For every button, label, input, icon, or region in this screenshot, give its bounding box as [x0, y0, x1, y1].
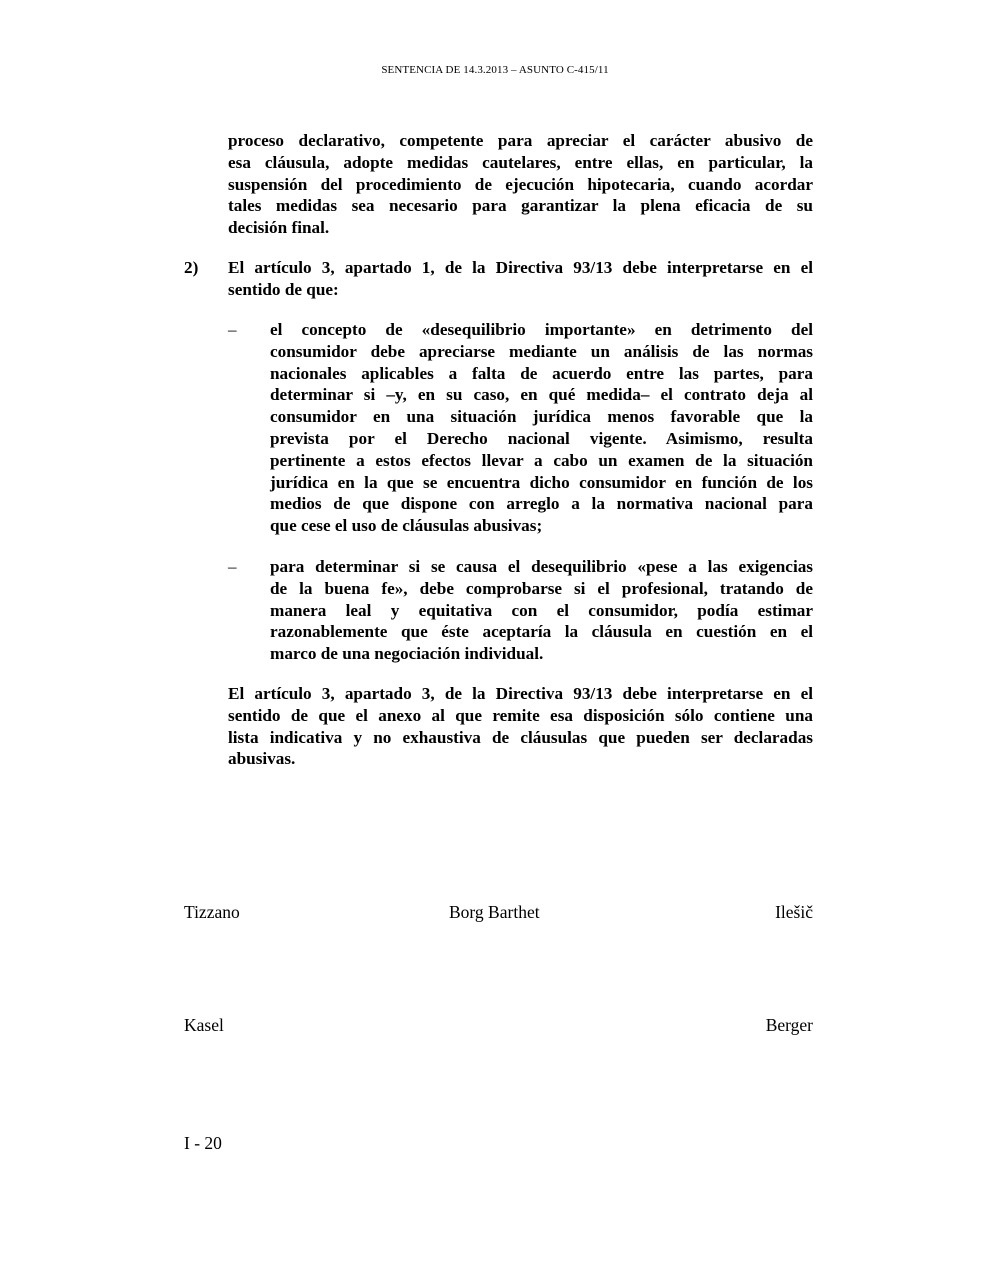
signature-ilesic: Ilešič: [775, 902, 813, 922]
text-line: prevista por el Derecho nacional vigente. Asimismo, resulta: [270, 428, 813, 448]
text-line: sentido de que:: [228, 279, 339, 299]
text-line: El artículo 3, apartado 1, de la Directiva 93/13 debe interpretarse en el: [228, 258, 813, 277]
text-line: medios de que dispone con arreglo a la normativa nacional para: [270, 494, 813, 514]
text-line: El artículo 3, apartado 3, de la Directiva 93/13 debe interpretarse en el: [228, 684, 813, 703]
text-line: para determinar si se causa el desequilibrio «pese a las exigencias: [270, 557, 813, 576]
paragraph-continuation: [228, 130, 813, 239]
text-line: abusivas.: [228, 749, 296, 769]
item-number: 2): [184, 258, 199, 277]
text-line: nacionales aplicables a falta de acuerdo entre las partes, para: [270, 363, 813, 383]
text-line: consumidor debe apreciarse mediante un análisis de las normas: [270, 341, 813, 361]
text-line: determinar si –y, en su caso, en qué medida– el contrato deja al: [270, 385, 813, 405]
text-line: el concepto de «desequilibrio importante» en detrimento del: [270, 320, 813, 339]
bullet-1-text: [270, 319, 813, 537]
text-line: lista indicativa y no exhaustiva de cláusulas que pueden ser declaradas: [228, 727, 813, 747]
signature-borg-barthet: Borg Barthet: [449, 902, 540, 922]
text-line: decisión final.: [228, 218, 330, 238]
page-number: I - 20: [184, 1133, 222, 1153]
text-line: marco de una negociación individual.: [270, 644, 544, 664]
final-paragraph: [228, 683, 813, 770]
signature-tizzano: Tizzano: [184, 902, 240, 922]
text-line: consumidor en una situación jurídica menos favorable que la: [270, 407, 813, 427]
signature-berger: Berger: [765, 1015, 813, 1035]
text-line: pertinente a estos efectos llevar a cabo un examen de la situación: [270, 450, 813, 470]
text-line: esa cláusula, adopte medidas cautelares, entre ellas, en particular, la: [228, 152, 813, 172]
text-line: razonablemente que éste aceptaría la cláusula en cuestión en el: [270, 622, 813, 642]
text-line: tales medidas sea necesario para garantizar la plena eficacia de su: [228, 196, 813, 216]
text-line: de la buena fe», debe comprobarse si el profesional, tratando de: [270, 578, 813, 598]
bullet-2-text: [270, 556, 813, 665]
running-header: SENTENCIA DE 14.3.2013 – ASUNTO C-415/11: [381, 64, 609, 76]
item-2-text: [228, 257, 813, 301]
bullet-dash: –: [228, 557, 237, 576]
text-line: sentido de que el anexo al que remite esa disposición sólo contiene una: [228, 705, 813, 725]
text-line: que cese el uso de cláusulas abusivas;: [270, 516, 543, 536]
text-line: proceso declarativo, competente para apreciar el carácter abusivo de: [228, 131, 813, 150]
text-line: manera leal y equitativa con el consumidor, podía estimar: [270, 600, 813, 620]
bullet-dash: –: [228, 320, 237, 339]
text-line: suspensión del procedimiento de ejecución hipotecaria, cuando acordar: [228, 174, 813, 194]
text-line: jurídica en la que se encuentra dicho consumidor en función de los: [270, 472, 813, 492]
signature-kasel: Kasel: [184, 1015, 224, 1035]
